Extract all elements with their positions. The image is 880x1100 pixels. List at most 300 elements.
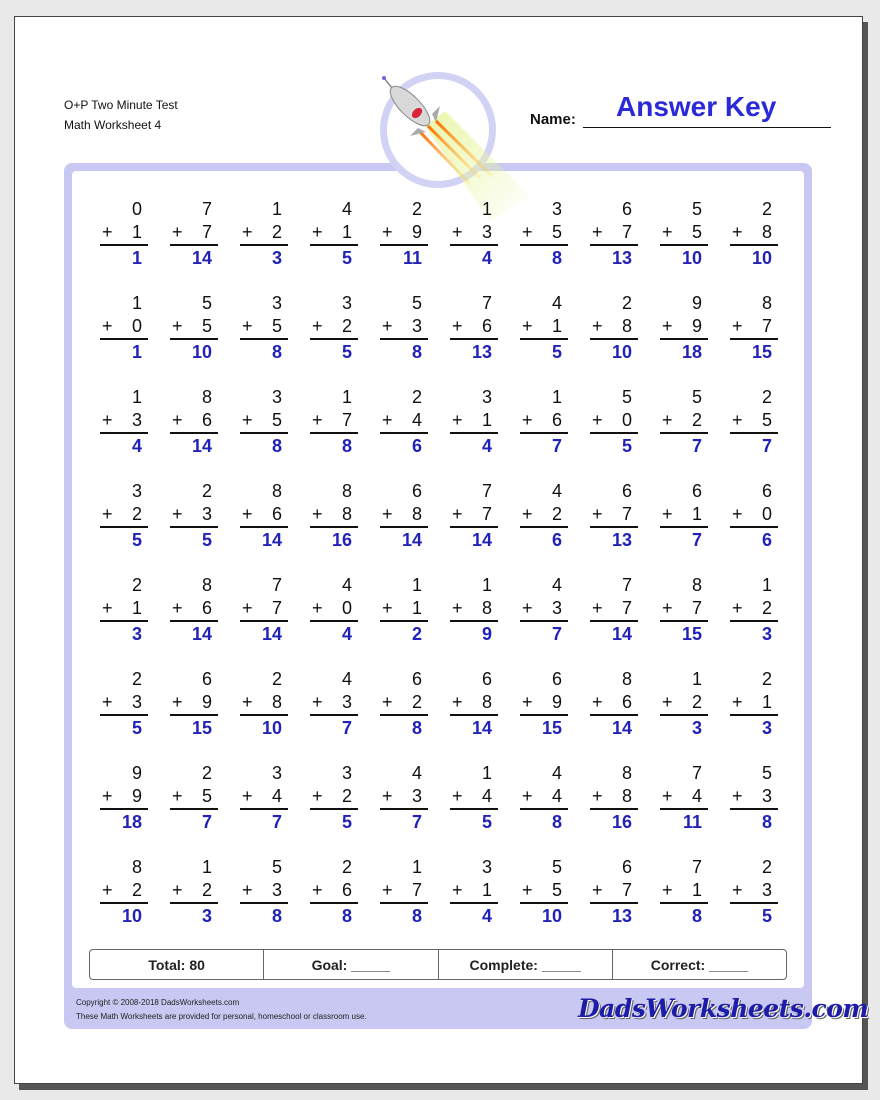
plus-operator: + xyxy=(592,880,603,900)
problem-answer: 18 xyxy=(681,342,702,362)
total-cell: Total: 80 xyxy=(90,950,264,979)
plus-operator: + xyxy=(312,598,323,618)
plus-operator: + xyxy=(382,880,393,900)
worksheet-subtitle: Math Worksheet 4 xyxy=(64,118,162,132)
problem xyxy=(380,856,428,928)
plus-operator: + xyxy=(312,880,323,900)
problem-bottom-number: 6 xyxy=(271,504,282,524)
problem-top-number: 3 xyxy=(551,199,562,219)
problem-bottom-number: 8 xyxy=(411,504,422,524)
name-field-line[interactable] xyxy=(583,127,831,128)
problem xyxy=(310,480,358,552)
problem xyxy=(520,198,568,270)
problem-top-number: 7 xyxy=(691,763,702,783)
problem xyxy=(730,574,778,646)
problem-answer: 11 xyxy=(682,812,702,832)
problem-bottom-number: 3 xyxy=(551,598,562,618)
problem-answer: 15 xyxy=(681,624,702,644)
problem-bottom-number: 7 xyxy=(341,410,352,430)
plus-operator: + xyxy=(382,316,393,336)
plus-operator: + xyxy=(102,222,113,242)
problem-top-number: 8 xyxy=(761,293,772,313)
problem-answer: 5 xyxy=(481,812,492,832)
problem-answer: 2 xyxy=(411,624,422,644)
problem-bottom-number: 0 xyxy=(341,598,352,618)
problem-bottom-number: 5 xyxy=(271,316,282,336)
problem-top-number: 5 xyxy=(761,763,772,783)
plus-operator: + xyxy=(312,504,323,524)
problem-addend-row xyxy=(730,503,778,528)
plus-operator: + xyxy=(242,504,253,524)
problem xyxy=(590,574,638,646)
problem-addend-row xyxy=(100,221,148,246)
problem-bottom-number: 7 xyxy=(411,880,422,900)
problem-answer: 1 xyxy=(131,248,142,268)
problem xyxy=(450,292,498,364)
score-bar xyxy=(89,949,787,980)
problem-bottom-number: 2 xyxy=(341,786,352,806)
problem-answer: 7 xyxy=(551,624,562,644)
problem-top-number: 3 xyxy=(341,293,352,313)
problem-answer: 7 xyxy=(761,436,772,456)
problem-bottom-number: 2 xyxy=(131,504,142,524)
plus-operator: + xyxy=(592,786,603,806)
problem-answer: 8 xyxy=(271,436,282,456)
problem xyxy=(380,198,428,270)
problem-top-number: 4 xyxy=(341,669,352,689)
problem-bottom-number: 6 xyxy=(481,316,492,336)
problem-top-number: 2 xyxy=(761,669,772,689)
problem xyxy=(590,386,638,458)
problem-bottom-number: 5 xyxy=(271,410,282,430)
problem xyxy=(170,480,218,552)
problem-bottom-number: 7 xyxy=(621,504,632,524)
problem-answer: 14 xyxy=(471,718,492,738)
plus-operator: + xyxy=(382,786,393,806)
plus-operator: + xyxy=(522,692,533,712)
problem xyxy=(170,856,218,928)
problem xyxy=(520,480,568,552)
problem xyxy=(590,480,638,552)
problem-top-number: 4 xyxy=(341,199,352,219)
problem-bottom-number: 4 xyxy=(551,786,562,806)
problem-top-number: 6 xyxy=(691,481,702,501)
plus-operator: + xyxy=(312,316,323,336)
problem-bottom-number: 3 xyxy=(411,786,422,806)
problem-bottom-number: 6 xyxy=(201,410,212,430)
problem-bottom-number: 1 xyxy=(131,222,142,242)
problem-answer: 14 xyxy=(611,718,632,738)
problem-addend-row xyxy=(450,691,498,716)
problem-answer: 7 xyxy=(271,812,282,832)
problem-top-number: 8 xyxy=(621,669,632,689)
problem-addend-row xyxy=(310,221,358,246)
problem-bottom-number: 3 xyxy=(761,786,772,806)
problem-top-number: 1 xyxy=(411,857,422,877)
problem xyxy=(730,386,778,458)
problem-answer: 8 xyxy=(341,436,352,456)
problem-addend-row xyxy=(450,597,498,622)
problem-top-number: 2 xyxy=(131,575,142,595)
problem xyxy=(660,762,708,834)
problem-answer: 10 xyxy=(681,248,702,268)
plus-operator: + xyxy=(452,316,463,336)
problem-top-number: 5 xyxy=(201,293,212,313)
problem-answer: 11 xyxy=(402,248,422,268)
problem-bottom-number: 7 xyxy=(621,222,632,242)
problem-top-number: 2 xyxy=(411,199,422,219)
problem xyxy=(660,574,708,646)
problem-answer: 5 xyxy=(761,906,772,926)
problem-answer: 7 xyxy=(201,812,212,832)
plus-operator: + xyxy=(172,786,183,806)
problem-bottom-number: 0 xyxy=(761,504,772,524)
plus-operator: + xyxy=(522,598,533,618)
problem xyxy=(730,292,778,364)
problem-answer: 7 xyxy=(341,718,352,738)
problem-addend-row xyxy=(240,503,288,528)
problem-top-number: 8 xyxy=(621,763,632,783)
problem-answer: 5 xyxy=(201,530,212,550)
problem-bottom-number: 2 xyxy=(761,598,772,618)
problem-answer: 5 xyxy=(131,718,142,738)
problem-top-number: 8 xyxy=(271,481,282,501)
problem xyxy=(100,856,148,928)
problem-addend-row xyxy=(730,221,778,246)
plus-operator: + xyxy=(172,598,183,618)
problem-top-number: 9 xyxy=(691,293,702,313)
problem xyxy=(450,198,498,270)
problem-addend-row xyxy=(240,315,288,340)
problem-top-number: 4 xyxy=(551,575,562,595)
problem-answer: 16 xyxy=(331,530,352,550)
problem-addend-row xyxy=(310,503,358,528)
problem xyxy=(590,198,638,270)
problem-addend-row xyxy=(310,409,358,434)
problem-addend-row xyxy=(380,409,428,434)
problem-bottom-number: 1 xyxy=(691,504,702,524)
plus-operator: + xyxy=(522,222,533,242)
problem-top-number: 1 xyxy=(551,387,562,407)
problem-addend-row xyxy=(380,503,428,528)
problem-addend-row xyxy=(170,315,218,340)
problem-answer: 15 xyxy=(191,718,212,738)
problem-answer: 14 xyxy=(261,624,282,644)
problem xyxy=(730,856,778,928)
problem xyxy=(240,386,288,458)
problem-addend-row xyxy=(170,691,218,716)
problem-addend-row xyxy=(100,785,148,810)
problem-top-number: 7 xyxy=(691,857,702,877)
plus-operator: + xyxy=(382,222,393,242)
problem xyxy=(240,292,288,364)
problem xyxy=(590,856,638,928)
problem xyxy=(310,762,358,834)
problem-addend-row xyxy=(590,879,638,904)
problem xyxy=(450,856,498,928)
problem-addend-row xyxy=(730,691,778,716)
brand-logo: DadsWorksheets.com xyxy=(578,994,869,1023)
problem-addend-row xyxy=(660,691,708,716)
problem-answer: 3 xyxy=(271,248,282,268)
problem-addend-row xyxy=(730,785,778,810)
problem xyxy=(100,292,148,364)
problem-bottom-number: 4 xyxy=(481,786,492,806)
problem-answer: 4 xyxy=(341,624,352,644)
problem xyxy=(590,668,638,740)
problem xyxy=(310,668,358,740)
problem-addend-row xyxy=(660,221,708,246)
problem xyxy=(100,198,148,270)
problem-addend-row xyxy=(730,879,778,904)
problem xyxy=(730,198,778,270)
problem-top-number: 1 xyxy=(481,575,492,595)
plus-operator: + xyxy=(242,598,253,618)
problem-bottom-number: 5 xyxy=(691,222,702,242)
problem xyxy=(590,292,638,364)
complete-cell[interactable]: Complete: _____ xyxy=(439,950,613,979)
problem-top-number: 2 xyxy=(621,293,632,313)
plus-operator: + xyxy=(592,222,603,242)
problem xyxy=(450,762,498,834)
plus-operator: + xyxy=(312,786,323,806)
problem-answer: 14 xyxy=(191,436,212,456)
problem xyxy=(240,574,288,646)
problem-top-number: 4 xyxy=(411,763,422,783)
plus-operator: + xyxy=(592,410,603,430)
problem-top-number: 6 xyxy=(761,481,772,501)
problem xyxy=(240,668,288,740)
problem-bottom-number: 7 xyxy=(691,598,702,618)
name-label: Name: xyxy=(530,111,576,128)
problem-answer: 7 xyxy=(691,436,702,456)
problem-bottom-number: 6 xyxy=(621,692,632,712)
plus-operator: + xyxy=(452,410,463,430)
problem-top-number: 1 xyxy=(691,669,702,689)
plus-operator: + xyxy=(452,786,463,806)
problem-bottom-number: 1 xyxy=(761,692,772,712)
problem-addend-row xyxy=(590,315,638,340)
problem-top-number: 3 xyxy=(131,481,142,501)
problem-answer: 8 xyxy=(271,342,282,362)
problem-top-number: 8 xyxy=(201,387,212,407)
problem-bottom-number: 9 xyxy=(131,786,142,806)
plus-operator: + xyxy=(662,786,673,806)
problem-addend-row xyxy=(450,409,498,434)
problem xyxy=(520,386,568,458)
problem xyxy=(590,762,638,834)
plus-operator: + xyxy=(452,504,463,524)
problem-addend-row xyxy=(520,315,568,340)
problem-addend-row xyxy=(240,597,288,622)
plus-operator: + xyxy=(172,410,183,430)
problem-addend-row xyxy=(730,597,778,622)
problem-top-number: 5 xyxy=(551,857,562,877)
problem-top-number: 5 xyxy=(621,387,632,407)
plus-operator: + xyxy=(662,222,673,242)
problem-top-number: 3 xyxy=(481,857,492,877)
problem-bottom-number: 0 xyxy=(131,316,142,336)
problem-addend-row xyxy=(380,691,428,716)
problem-answer: 6 xyxy=(761,530,772,550)
problem-top-number: 4 xyxy=(551,763,562,783)
problem xyxy=(240,480,288,552)
problem xyxy=(310,198,358,270)
problem-top-number: 1 xyxy=(131,387,142,407)
problem-top-number: 1 xyxy=(271,199,282,219)
plus-operator: + xyxy=(242,786,253,806)
problem-answer: 5 xyxy=(131,530,142,550)
problem-answer: 8 xyxy=(411,906,422,926)
problem-top-number: 9 xyxy=(131,763,142,783)
problem-top-number: 3 xyxy=(271,387,282,407)
problem xyxy=(170,574,218,646)
problem-top-number: 7 xyxy=(621,575,632,595)
plus-operator: + xyxy=(592,316,603,336)
problem xyxy=(100,668,148,740)
problem-addend-row xyxy=(310,691,358,716)
problem-bottom-number: 1 xyxy=(551,316,562,336)
problem-answer: 8 xyxy=(411,718,422,738)
problem-answer: 4 xyxy=(481,906,492,926)
problem-addend-row xyxy=(590,503,638,528)
problem xyxy=(730,762,778,834)
problem-answer: 5 xyxy=(551,342,562,362)
problem xyxy=(240,762,288,834)
plus-operator: + xyxy=(382,598,393,618)
problem-bottom-number: 5 xyxy=(761,410,772,430)
problem-answer: 14 xyxy=(191,624,212,644)
problem-addend-row xyxy=(380,315,428,340)
plus-operator: + xyxy=(102,504,113,524)
problem-answer: 14 xyxy=(401,530,422,550)
problem-addend-row xyxy=(590,597,638,622)
plus-operator: + xyxy=(662,316,673,336)
problem-top-number: 2 xyxy=(271,669,282,689)
problem xyxy=(240,856,288,928)
problem-addend-row xyxy=(100,597,148,622)
problem-addend-row xyxy=(730,409,778,434)
problem-bottom-number: 9 xyxy=(551,692,562,712)
problem-answer: 7 xyxy=(411,812,422,832)
plus-operator: + xyxy=(312,222,323,242)
problem-answer: 4 xyxy=(481,248,492,268)
correct-cell[interactable]: Correct: _____ xyxy=(650,956,749,973)
problem-answer: 8 xyxy=(271,906,282,926)
problem-addend-row xyxy=(170,409,218,434)
problem xyxy=(310,856,358,928)
problem xyxy=(450,480,498,552)
problem-top-number: 1 xyxy=(411,575,422,595)
problem-top-number: 6 xyxy=(411,481,422,501)
problem-top-number: 3 xyxy=(271,763,282,783)
problem-addend-row xyxy=(520,879,568,904)
plus-operator: + xyxy=(382,692,393,712)
plus-operator: + xyxy=(452,692,463,712)
problem-bottom-number: 2 xyxy=(691,692,702,712)
problem-bottom-number: 5 xyxy=(201,786,212,806)
problem xyxy=(100,386,148,458)
problem-answer: 5 xyxy=(341,812,352,832)
problem-addend-row xyxy=(380,597,428,622)
problem-answer: 3 xyxy=(761,718,772,738)
problem-addend-row xyxy=(170,785,218,810)
problem xyxy=(380,574,428,646)
problem xyxy=(660,668,708,740)
problem-top-number: 1 xyxy=(481,763,492,783)
plus-operator: + xyxy=(662,410,673,430)
plus-operator: + xyxy=(732,410,743,430)
problem-answer: 4 xyxy=(481,436,492,456)
problem-top-number: 2 xyxy=(341,857,352,877)
problem xyxy=(520,574,568,646)
problem-bottom-number: 6 xyxy=(551,410,562,430)
plus-operator: + xyxy=(172,692,183,712)
problem-bottom-number: 2 xyxy=(691,410,702,430)
problem-answer: 8 xyxy=(551,248,562,268)
plus-operator: + xyxy=(172,222,183,242)
problem-bottom-number: 7 xyxy=(621,880,632,900)
plus-operator: + xyxy=(732,598,743,618)
problem-bottom-number: 2 xyxy=(271,222,282,242)
problem-answer: 3 xyxy=(691,718,702,738)
problem-addend-row xyxy=(590,691,638,716)
problem-top-number: 2 xyxy=(761,387,772,407)
problem-addend-row xyxy=(170,221,218,246)
problem-answer: 7 xyxy=(691,530,702,550)
problem xyxy=(660,386,708,458)
problem-answer: 5 xyxy=(341,248,352,268)
problem-bottom-number: 8 xyxy=(761,222,772,242)
problem-addend-row xyxy=(660,785,708,810)
problem-addend-row xyxy=(660,503,708,528)
problem-bottom-number: 5 xyxy=(551,222,562,242)
problem-top-number: 5 xyxy=(691,199,702,219)
plus-operator: + xyxy=(312,692,323,712)
copyright-text: Copyright © 2008-2018 DadsWorksheets.com xyxy=(76,998,240,1007)
problem-addend-row xyxy=(100,315,148,340)
problem-addend-row xyxy=(520,691,568,716)
problem xyxy=(240,198,288,270)
problem-top-number: 1 xyxy=(131,293,142,313)
goal-cell[interactable]: Goal: _____ xyxy=(264,950,438,979)
problem-bottom-number: 3 xyxy=(131,692,142,712)
problem-answer: 13 xyxy=(611,906,632,926)
problem xyxy=(170,292,218,364)
problem-answer: 13 xyxy=(471,342,492,362)
plus-operator: + xyxy=(522,786,533,806)
problem-top-number: 0 xyxy=(131,199,142,219)
problem xyxy=(730,480,778,552)
problem xyxy=(380,480,428,552)
problem xyxy=(450,386,498,458)
problem-addend-row xyxy=(310,315,358,340)
problem-top-number: 3 xyxy=(341,763,352,783)
problem-addend-row xyxy=(520,409,568,434)
problem-answer: 13 xyxy=(611,530,632,550)
plus-operator: + xyxy=(102,316,113,336)
problem-addend-row xyxy=(660,597,708,622)
problem-addend-row xyxy=(660,315,708,340)
problem-bottom-number: 8 xyxy=(481,598,492,618)
problem-answer: 1 xyxy=(131,342,142,362)
problem-answer: 3 xyxy=(131,624,142,644)
problem-bottom-number: 3 xyxy=(341,692,352,712)
plus-operator: + xyxy=(522,410,533,430)
problem-addend-row xyxy=(240,691,288,716)
problem-addend-row xyxy=(240,221,288,246)
problem-bottom-number: 2 xyxy=(131,880,142,900)
